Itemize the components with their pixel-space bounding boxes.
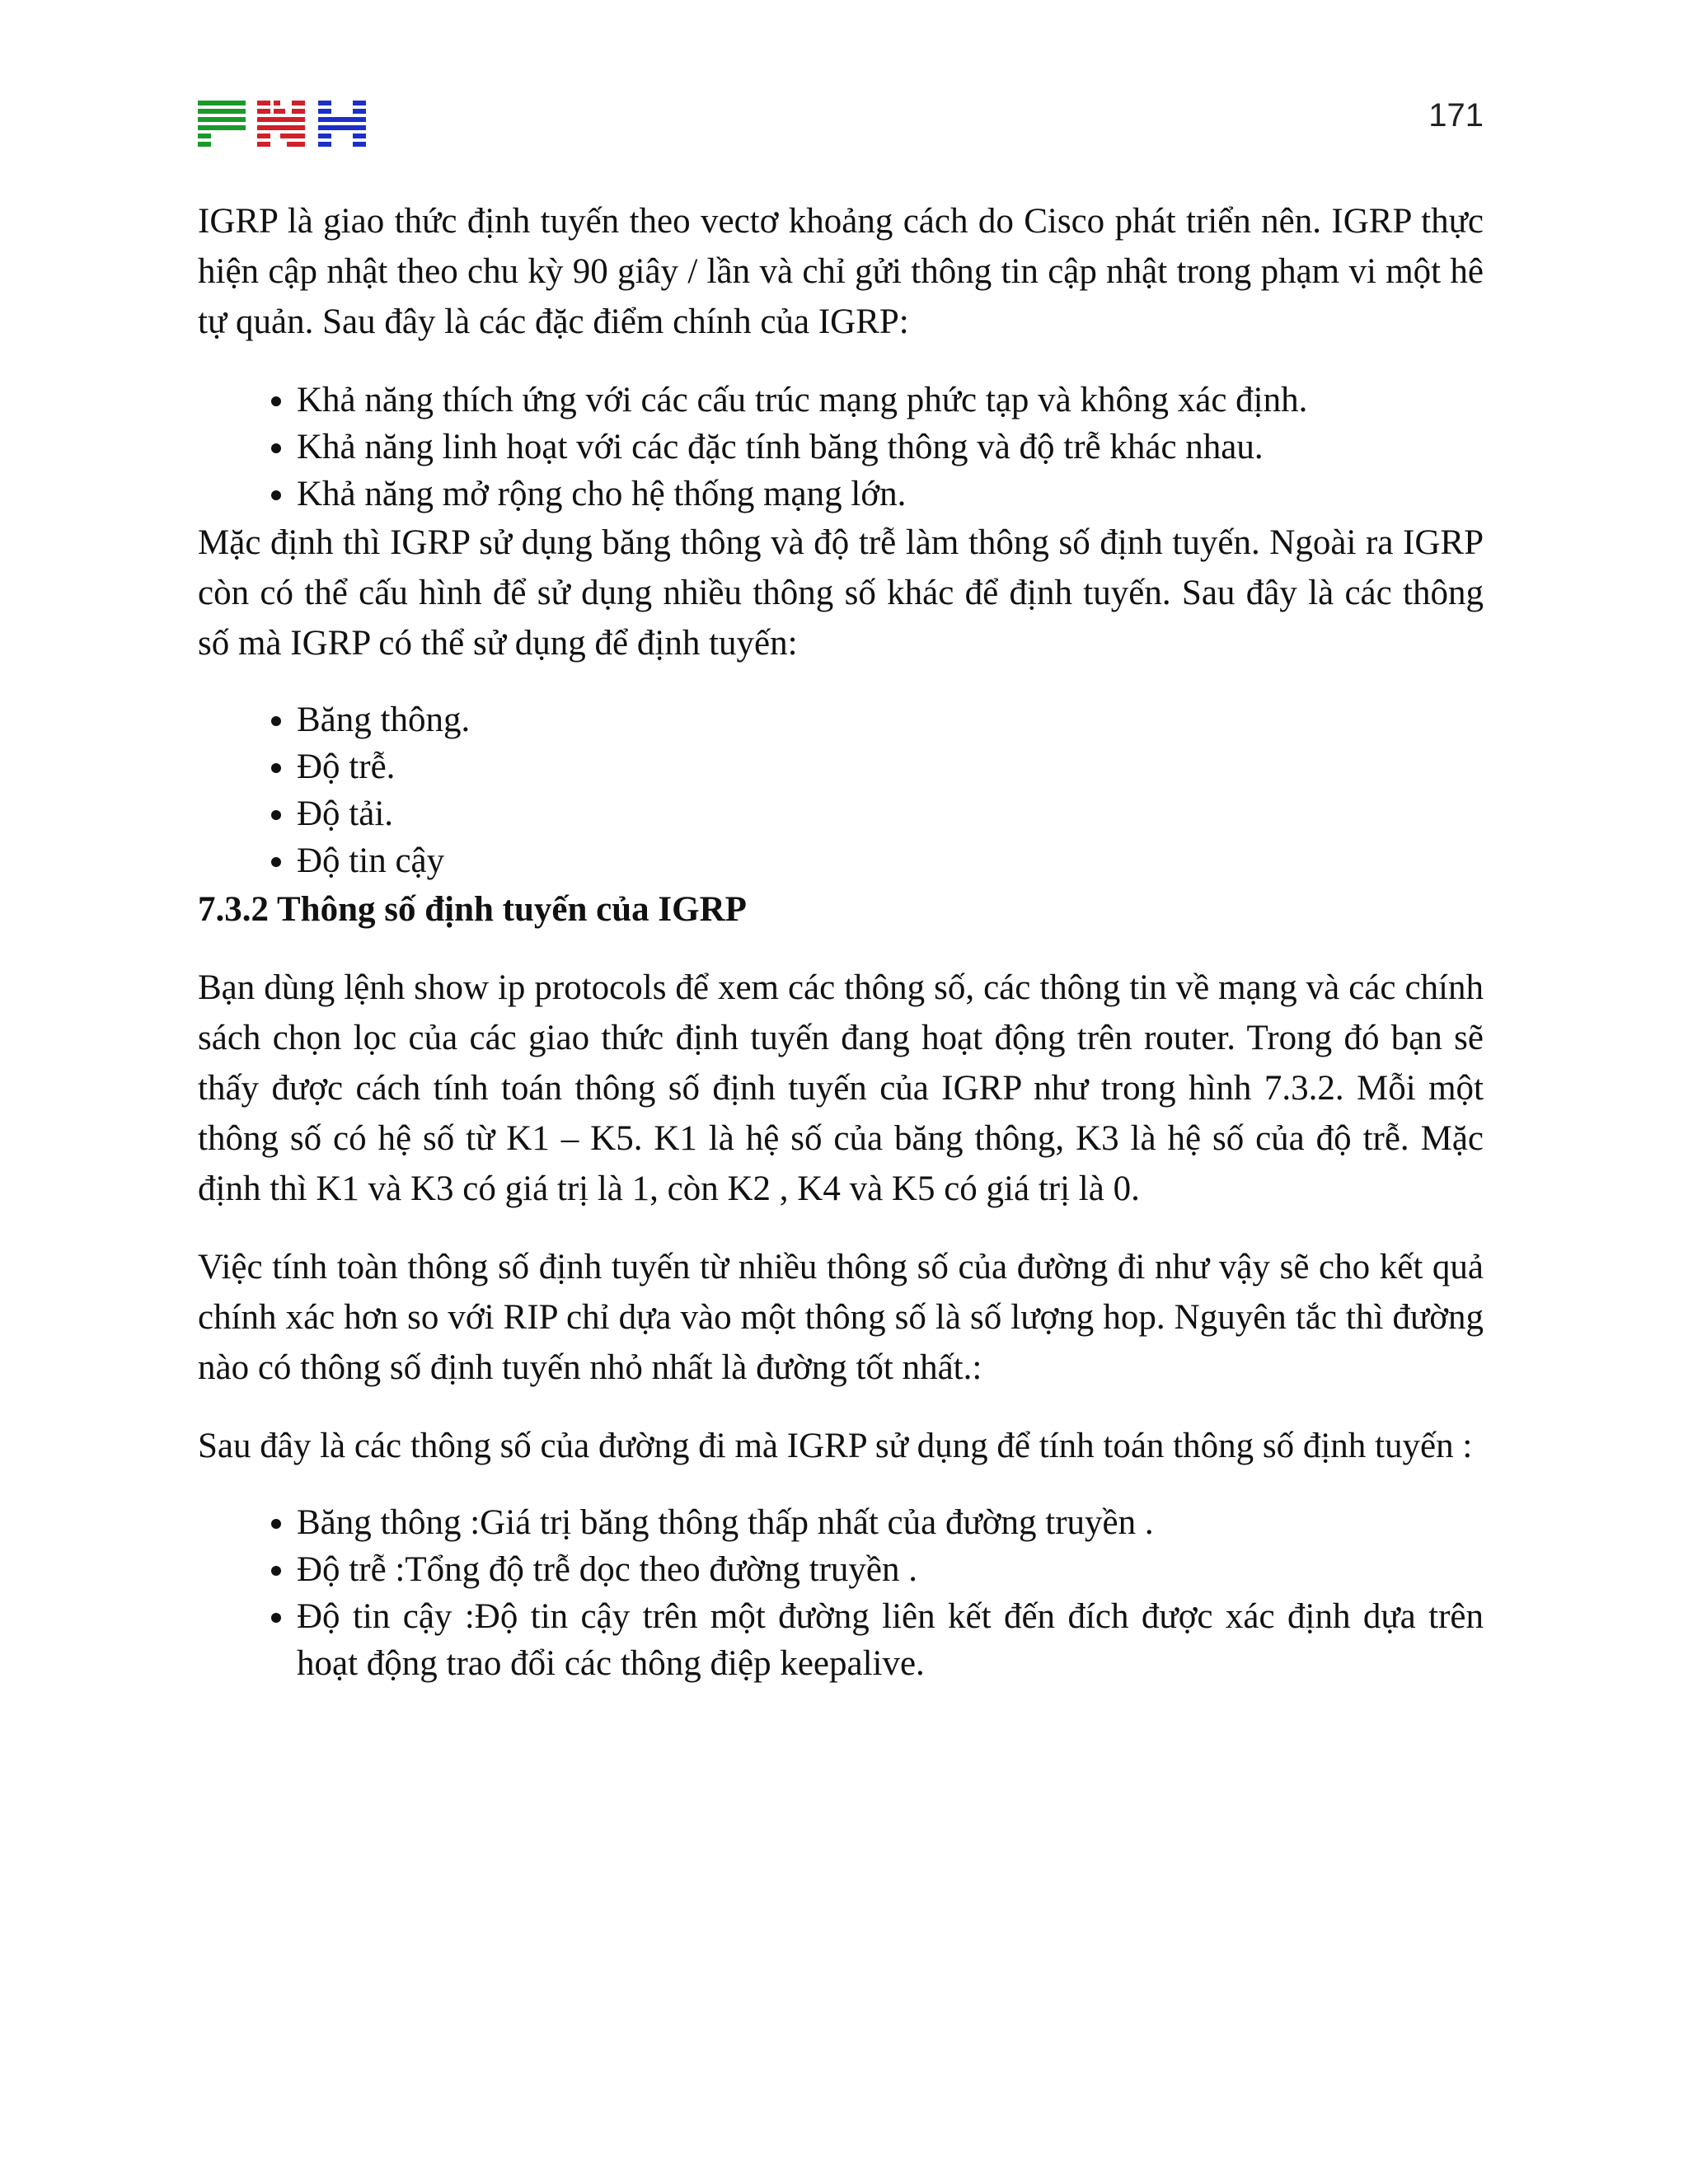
list-item: • Độ trễ :Tổng độ trễ dọc theo đường truyền . — [297, 1546, 1484, 1593]
list-item: • Độ trễ. — [297, 743, 1484, 790]
pnh-logo — [198, 101, 366, 148]
list-item: • Khả năng mở rộng cho hệ thống mạng lớn. — [297, 471, 1484, 518]
path-metrics-intro-paragraph: Sau đây là các thông số của đường đi mà IGRP sử dụng để tính toán thông số định tuyến : — [198, 1427, 1473, 1465]
metric-calculation-paragraph: Việc tính toàn thông số định tuyến từ nhiều thông số của đường đi như vậy sẽ cho kết quả chính xác hơn so với RIP chỉ dựa vào một thông số là số lượng hop. Nguyên tắc thì đường nào có thông số định tuyến nhỏ nhất là đường tốt nhất.: — [198, 1248, 1484, 1387]
page-content — [198, 196, 1484, 1687]
list-item: • Độ tải. — [297, 790, 1484, 837]
default-metrics-paragraph: Mặc định thì IGRP sử dụng băng thông và độ trễ làm thông số định tuyến. Ngoài ra IGRP còn có thể cấu hình để sử dụng nhiều thông số khác để định tuyến. Sau đây là các thông số mà IGRP có thể sử dụng để định tuyến: — [198, 523, 1484, 663]
list-item: • Độ tin cậy — [297, 837, 1484, 884]
path-metrics-list — [198, 1499, 1484, 1687]
page-number: 171 — [1428, 97, 1484, 134]
list-item: • Khả năng linh hoạt với các đặc tính băng thông và độ trễ khác nhau. — [297, 424, 1484, 471]
igrp-features-list — [198, 377, 1484, 518]
show-ip-protocols-paragraph: Bạn dùng lệnh show ip protocols để xem các thông số, các thông tin về mạng và các chính sách chọn lọc của các giao thức định tuyến đang hoạt động trên router. Trong đó bạn sẽ thấy được cách tính toán thông số định tuyến của IGRP như trong hình 7.3.2. Mỗi một thông số có hệ số từ K1 – K5. K1 là hệ số của băng thông, K3 là hệ số của độ trễ. Mặc định thì K1 và K3 có giá trị là 1, còn K2 , K4 và K5 có giá trị là 0. — [198, 968, 1484, 1208]
intro-paragraph: IGRP là giao thức định tuyến theo vectơ khoảng cách do Cisco phát triển nên. IGRP thực hiện cập nhật theo chu kỳ 90 giây / lần và chỉ gửi thông tin cập nhật trong phạm vi một hê tự quản. Sau đây là các đặc điểm chính của IGRP: — [198, 202, 1484, 341]
list-item: • Băng thông. — [297, 696, 1484, 743]
list-item: • Độ tin cậy :Độ tin cậy trên một đường liên kết đến đích được xác định dựa trên hoạt động trao đổi các thông điệp keepalive. — [297, 1593, 1484, 1687]
list-item: • Khả năng thích ứng với các cấu trúc mạng phức tạp và không xác định. — [297, 377, 1484, 424]
list-item: • Băng thông :Giá trị băng thông thấp nhất của đường truyền . — [297, 1499, 1484, 1546]
igrp-metrics-list — [198, 696, 1484, 884]
section-heading: 7.3.2 Thông số định tuyến của IGRP — [198, 890, 747, 929]
